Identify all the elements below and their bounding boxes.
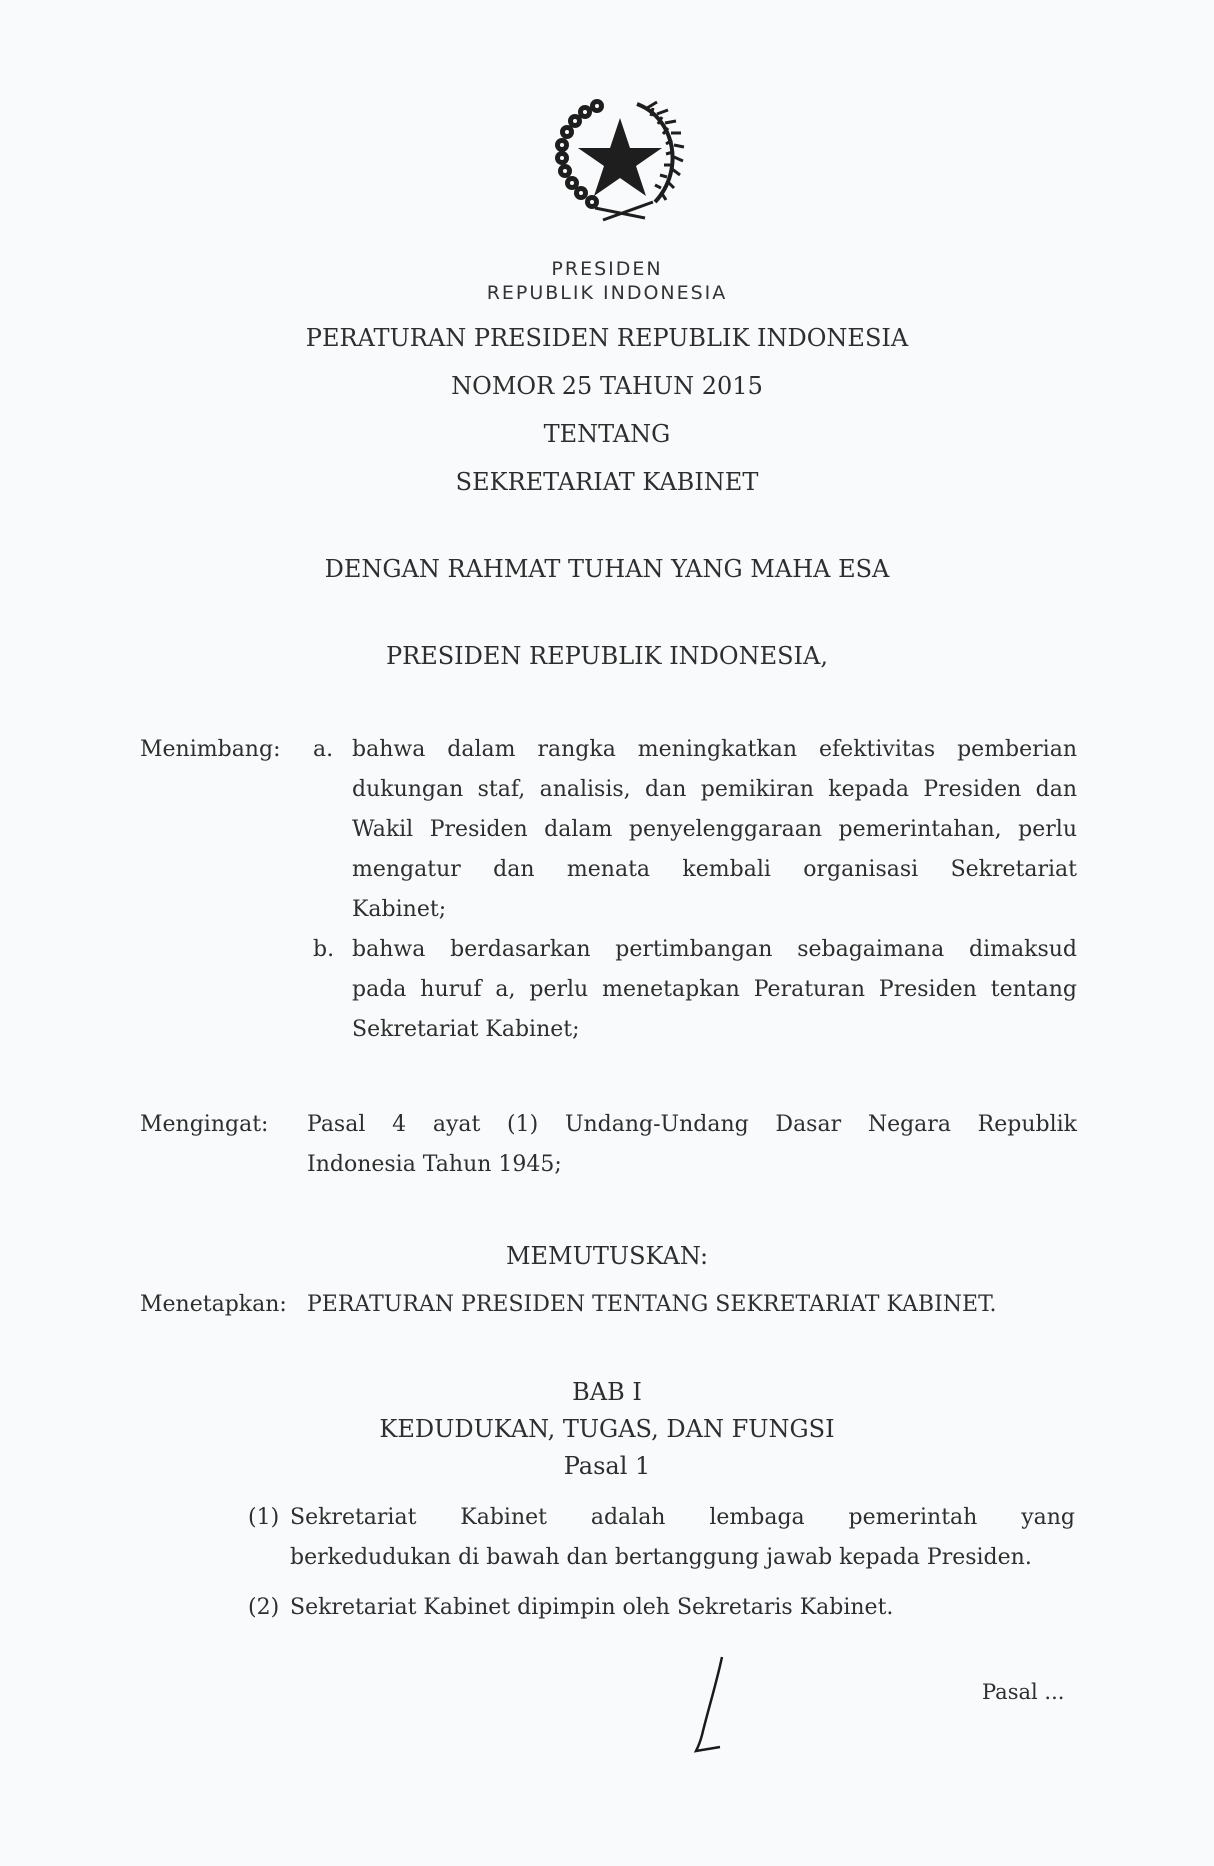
chapter-number: BAB I [572, 1378, 642, 1406]
menimbang-item-a: bahwa dalam rangka meningkatkan efektivitas pemberian dukungan staf, analisis, dan pemikiran kepada Presiden dan Wakil Presiden dalam penyelenggaraan pemerintahan, perlu mengatur dan menata kembali organisasi Sekretariat Kabinet; [352, 737, 1077, 922]
regulation-title: PERATURAN PRESIDEN REPUBLIK INDONESIA [305, 324, 909, 352]
mengingat-label: Mengingat: [140, 1112, 269, 1137]
issuer: PRESIDEN REPUBLIK INDONESIA, [385, 642, 828, 670]
clause-2: Sekretariat Kabinet dipimpin oleh Sekretaris Kabinet. [290, 1595, 894, 1620]
regulation-subject: SEKRETARIAT KABINET [455, 468, 759, 496]
office-name-line2: REPUBLIK INDONESIA [486, 282, 728, 304]
signature-initial-icon [680, 1655, 740, 1755]
continuation-marker: Pasal ... [982, 1680, 1065, 1704]
clause-marker-1: (1) [248, 1505, 280, 1530]
menimbang-marker-a: a. [313, 737, 334, 762]
menetapkan-label: Menetapkan: [140, 1292, 287, 1317]
mengingat-text: Pasal 4 ayat (1) Undang-Undang Dasar Negara Republik Indonesia Tahun 1945; [307, 1112, 1077, 1177]
invocation: DENGAN RAHMAT TUHAN YANG MAHA ESA [324, 555, 890, 583]
regulation-about: TENTANG [543, 420, 671, 448]
menimbang-label: Menimbang: [140, 737, 281, 762]
decision-heading: MEMUTUSKAN: [505, 1242, 709, 1270]
article-number: Pasal 1 [563, 1452, 651, 1480]
regulation-number: NOMOR 25 TAHUN 2015 [451, 372, 763, 400]
presidential-emblem-icon [535, 90, 705, 230]
clause-1: Sekretariat Kabinet adalah lembaga pemerintah yang berkedudukan di bawah dan bertanggung jawab kepada Presiden. [290, 1505, 1075, 1570]
menimbang-item-b: bahwa berdasarkan pertimbangan sebagaimana dimaksud pada huruf a, perlu menetapkan Peraturan Presiden tentang Sekretariat Kabinet; [352, 937, 1077, 1042]
office-name-line1: PRESIDEN [551, 258, 663, 280]
menetapkan-text: PERATURAN PRESIDEN TENTANG SEKRETARIAT KABINET. [307, 1292, 997, 1317]
clause-marker-2: (2) [248, 1595, 280, 1620]
chapter-title: KEDUDUKAN, TUGAS, DAN FUNGSI [379, 1415, 835, 1443]
menimbang-marker-b: b. [313, 937, 335, 962]
